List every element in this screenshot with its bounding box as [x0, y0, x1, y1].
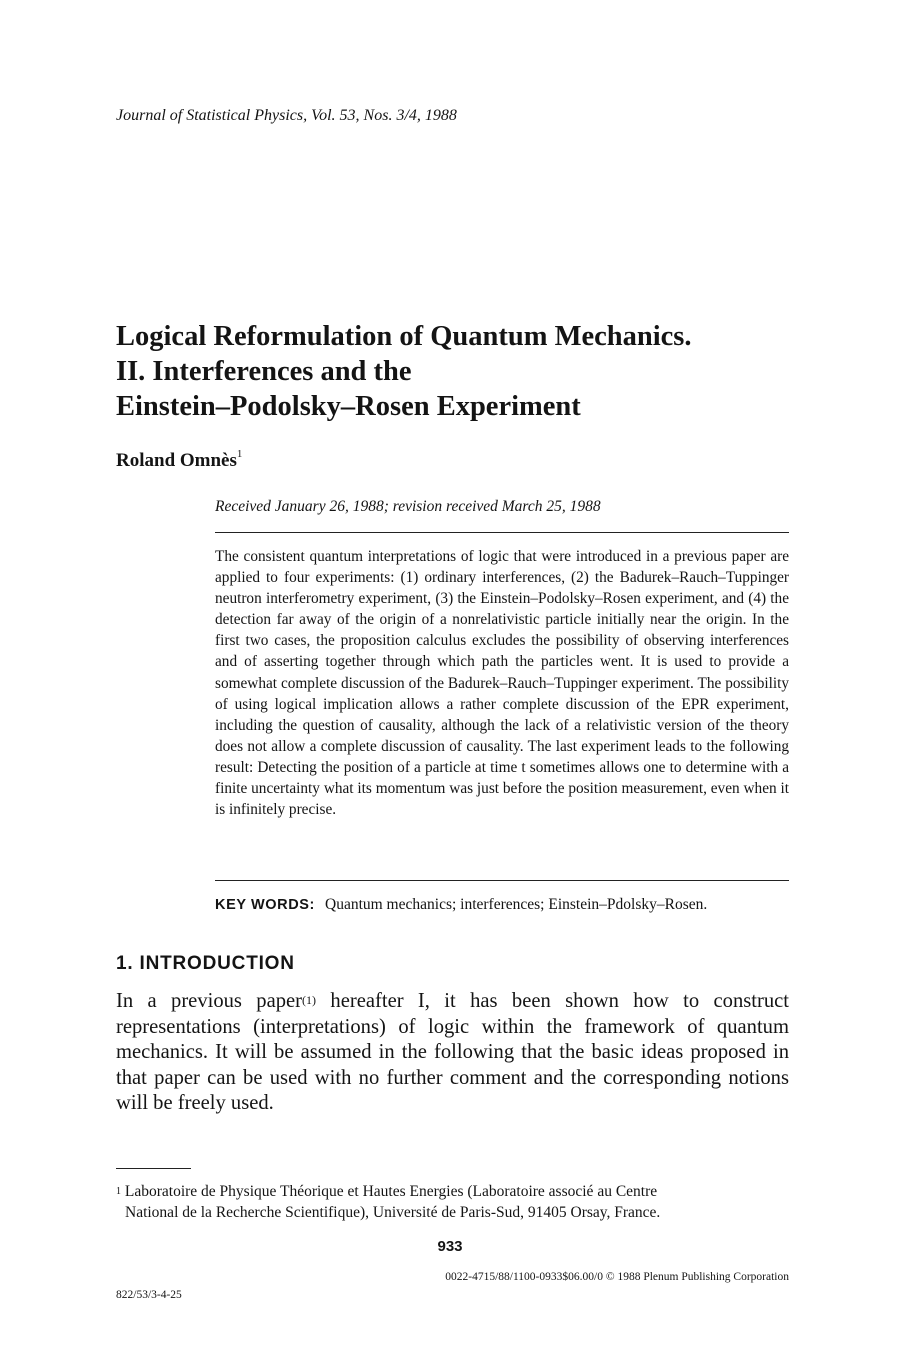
section-heading-introduction: 1. INTRODUCTION [116, 953, 295, 974]
footnote-line-1: Laboratoire de Physique Théorique et Hautes Energies (Laboratoire associé au Centre [121, 1183, 658, 1200]
intro-text-start: In a previous paper [116, 990, 303, 1012]
page-number: 933 [437, 1238, 463, 1255]
abstract-bottom-rule [215, 880, 789, 881]
title-line-1: Logical Reformulation of Quantum Mechanics. [116, 321, 692, 352]
introduction-paragraph [116, 989, 789, 1117]
author-name: Roland Omnès [116, 450, 237, 471]
intro-text-rest: hereafter I, it has been shown how to construct representations (interpretations) of logic within the framework of quantum mechanics. It will be assumed in the following that the basic ideas proposed in that paper can be used with no further comment and the corresponding notions will be freely used. [116, 990, 789, 1115]
copyright-line: 0022-4715/88/1100-0933$06.00/0 © 1988 Plenum Publishing Corporation [445, 1271, 789, 1283]
footnote-rule [116, 1168, 191, 1169]
keywords-label: KEY WORDS: [215, 897, 315, 913]
paper-title [116, 319, 836, 424]
title-line-3: Einstein–Podolsky–Rosen Experiment [116, 391, 581, 422]
author [116, 450, 242, 472]
received-date: Received January 26, 1988; revision received March 25, 1988 [215, 498, 601, 515]
abstract: The consistent quantum interpretations of logic that were introduced in a previous paper are applied to four experiments: (1) ordinary interferences, (2) the Badurek–Rauch–Tuppinger neutron interferometry experiment, (3) the Einstein–Podolsky–Rosen experiment, and (4) the detection far away of the origin of a nonrelativistic particle initially near the origin. In the first two cases, the proposition calculus excludes the possibility of observing interferences and of asserting together through which path the particles went. It is used to provide a somewhat complete discussion of the Badurek–Rauch–Tuppinger experiment. The possibility of using logical implication allows a rather complete discussion of the EPR experiment, including the question of causality, although the lack of a relativistic version of the theory does not allow a complete discussion of causality. The last experiment leads to the following result: Detecting the position of a particle at time t sometimes allows one to determine with a finite uncertainty what its momentum was just before the position measurement, even when it is infinitely precise. [215, 548, 789, 819]
abstract-top-rule [215, 532, 789, 533]
citation-reference[interactable]: (1) [302, 993, 317, 1007]
author-footnote-mark: 1 [236, 448, 243, 460]
keywords-text: Quantum mechanics; interferences; Einstein–Pdolsky–Rosen. [325, 896, 708, 913]
footnote-mark: 1 [116, 1186, 121, 1197]
keywords [215, 896, 795, 914]
footnote [116, 1181, 789, 1223]
title-line-2: II. Interferences and the [116, 356, 412, 387]
article-code: 822/53/3-4-25 [116, 1289, 182, 1301]
journal-citation: Journal of Statistical Physics, Vol. 53, Nos. 3/4, 1988 [116, 107, 457, 124]
footnote-line-2: National de la Recherche Scientifique), Université de Paris-Sud, 91405 Orsay, France. [125, 1204, 661, 1221]
